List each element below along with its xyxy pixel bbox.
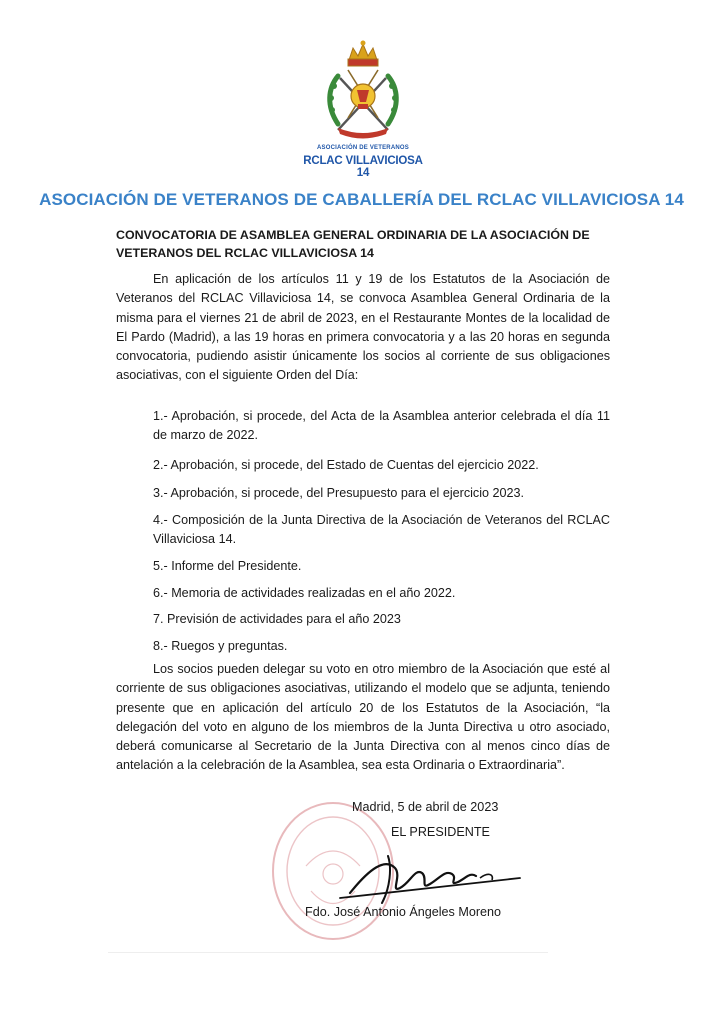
footer-divider (108, 952, 548, 953)
logo-caption: ASOCIACIÓN DE VETERANOS (317, 145, 409, 151)
handwritten-signature-icon (330, 848, 530, 908)
intro-paragraph: En aplicación de los artículos 11 y 19 de los Estatutos de la Asociación de Veteranos del RCLAC Villaviciosa 14, se convoca Asamblea General Ordinaria de la misma para el viernes 21 de abril de 2023, en el Restaurante Montes de la localidad de El Pardo (Madrid), a las 19 horas en primera convocatoria y a las 20 horas en segunda convocatoria, pudiendo asistir únicamente los socios al corriente de sus obligaciones asociativas, con el siguiente Orden del Día: (116, 272, 610, 383)
closing-paragraph: Los socios pueden delegar su voto en otro miembro de la Asociación que esté al corriente de sus obligaciones asociativas, utilizando el modelo que se adjunta, teniendo presente que en aplicación del artículo 20 de los Estatutos de la Asociación, “la delegación del voto en alguno de los miembros de la Junta Directiva u otro asociado, deberá comunicarse al Secretario de la Junta Directiva con al menos cinco días de antelación a la celebración de la Asamblea, sea esta Ordinaria o Extraordinaria”. (116, 662, 610, 773)
agenda-item: 8.- Ruegos y preguntas. (153, 639, 288, 653)
agenda-item: 2.- Aprobación, si procede, del Estado de Cuentas del ejercicio 2022. (153, 458, 539, 472)
agenda-item: 1.- Aprobación, si procede, del Acta de la Asamblea anterior celebrada el día 11 de marzo de 2022. (153, 409, 610, 443)
logo-name: RCLAC VILLAVICIOSA 14 (303, 155, 423, 179)
agenda-item: 3.- Aprobación, si procede, del Presupuesto para el ejercicio 2023. (153, 486, 525, 500)
agenda-item: 5.- Informe del Presidente. (153, 559, 302, 573)
page-title: ASOCIACIÓN DE VETERANOS DE CABALLERÍA DEL RCLAC VILLAVICIOSA 14 (39, 190, 684, 209)
crest-emblem-icon (308, 38, 418, 148)
agenda-item: 7. Previsión de actividades para el año 2023 (153, 612, 401, 626)
agenda-item: 6.- Memoria de actividades realizadas en el año 2022. (153, 586, 456, 600)
document-heading: CONVOCATORIA DE ASAMBLEA GENERAL ORDINARIA DE LA ASOCIACIÓN DE VETERANOS DEL RCLAC VILLAVICIOSA 14 (116, 228, 590, 260)
signature-role: EL PRESIDENTE (391, 825, 490, 839)
signature-date: Madrid, 5 de abril de 2023 (352, 800, 499, 814)
crest-logo (303, 38, 423, 179)
signer-name: Fdo. José Antonio Ángeles Moreno (305, 905, 502, 919)
agenda-item: 4.- Composición de la Junta Directiva de la Asociación de Veteranos del RCLAC Villaviciosa 14. (153, 513, 610, 547)
